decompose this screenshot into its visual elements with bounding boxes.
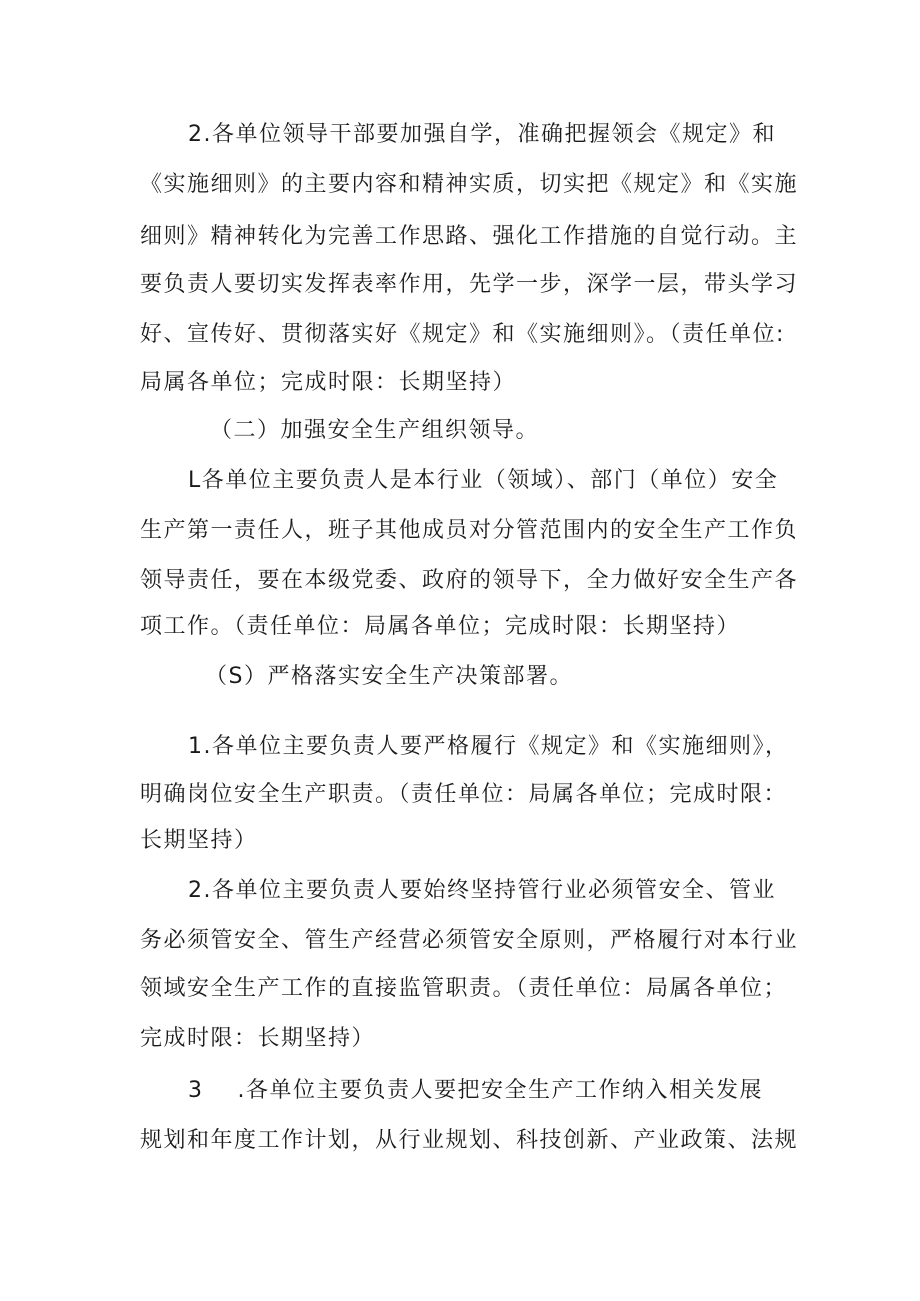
paragraph-line: 1.各单位主要负责人要严格履行《规定》和《实施细则》， [188,734,789,759]
paragraph-line: L各单位主要负责人是本行业（领域）、部门（单位）安全 [188,468,779,493]
paragraph-line: 要负责人要切实发挥表率作用，先学一步，深学一层，带头学习 [140,272,799,297]
paragraph-line: 项工作。（责任单位：局属各单位；完成时限：长期坚持） [140,614,741,639]
paragraph-line: 领域安全生产工作的直接监管职责。（责任单位：局属各单位； [140,976,788,1001]
section-heading: （二）加强安全生产组织领导。 [210,418,540,443]
paragraph-line: 务必须管安全、管生产经营必须管安全原则，严格履行对本行业 [140,928,799,953]
paragraph-line: 局属各单位；完成时限：长期坚持） [140,370,517,395]
paragraph-line: 规划和年度工作计划，从行业规划、科技创新、产业政策、法规 [140,1128,799,1153]
paragraph-line: 好、宣传好、贯彻落实好《规定》和《实施细则》。（责任单位: [140,322,785,347]
paragraph-line: 《实施细则》的主要内容和精神实质，切实把《规定》和《实施 [140,172,799,197]
paragraph-line: 生产第一责任人，班子其他成员对分管范围内的安全生产工作负 [140,518,799,543]
section-heading: （S）严格落实安全生产决策部署。 [205,664,573,689]
paragraph-line: 领导责任，要在本级党委、政府的领导下，全力做好安全生产各 [140,568,799,593]
paragraph-line: 长期坚持） [140,828,258,853]
paragraph-line: 明确岗位安全生产职责。（责任单位：局属各单位；完成时限： [140,782,788,807]
paragraph-line: 2.各单位主要负责人要始终坚持管行业必须管安全、管业 [188,878,776,903]
paragraph-line: 细则》精神转化为完善工作思路、强化工作措施的自觉行动。主 [140,224,799,249]
paragraph-line: 完成时限：长期坚持） [140,1026,376,1051]
paragraph-line: 2.各单位领导干部要加强自学，准确把握领会《规定》和 [188,122,776,147]
paragraph-line: 3 .各单位主要负责人要把安全生产工作纳入相关发展 [188,1078,763,1103]
